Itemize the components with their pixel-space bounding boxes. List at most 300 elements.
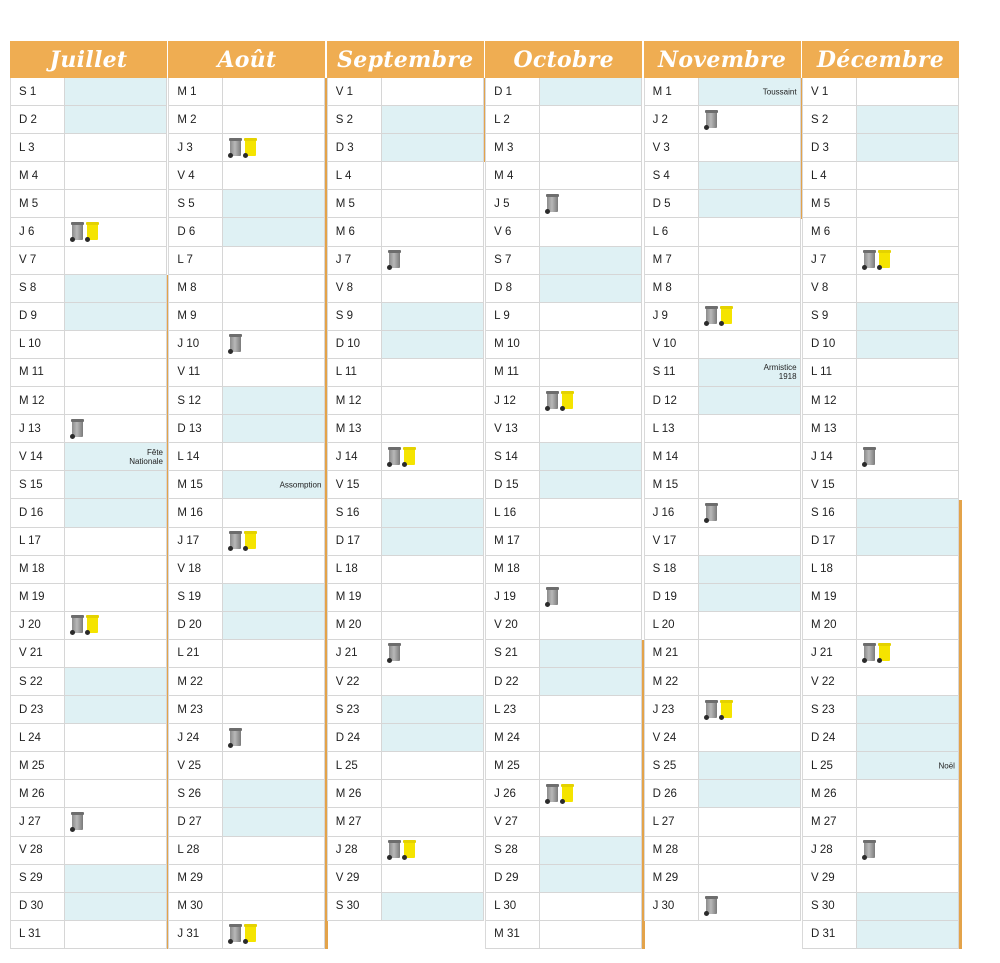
day-label: J 19 <box>486 584 540 611</box>
day-cell <box>223 218 324 245</box>
grey-bin-icon <box>705 503 718 523</box>
day-label: V 4 <box>169 162 223 189</box>
day-label: M 26 <box>803 780 857 807</box>
day-label: S 2 <box>328 106 382 133</box>
day-row <box>328 78 484 106</box>
day-row <box>803 612 959 640</box>
day-cell <box>857 106 958 133</box>
day-row <box>328 275 484 303</box>
day-label: S 21 <box>486 640 540 667</box>
day-row <box>169 331 325 359</box>
day-cell <box>540 443 641 470</box>
day-label: J 5 <box>486 190 540 217</box>
day-label: L 17 <box>11 528 65 555</box>
day-label: M 20 <box>803 612 857 639</box>
day-label: L 2 <box>486 106 540 133</box>
day-cell <box>857 303 958 330</box>
day-cell <box>382 275 483 302</box>
day-cell <box>857 190 958 217</box>
day-cell <box>699 275 800 302</box>
day-label: S 23 <box>803 696 857 723</box>
day-label: V 10 <box>645 331 699 358</box>
day-label: V 8 <box>803 275 857 302</box>
holiday-label: Noël <box>938 761 955 771</box>
day-row <box>328 780 484 808</box>
day-row <box>169 780 325 808</box>
day-cell <box>223 247 324 274</box>
day-cell <box>223 808 324 835</box>
day-cell <box>857 668 958 695</box>
day-cell <box>223 443 324 470</box>
day-cell <box>382 808 483 835</box>
day-cell <box>382 415 483 442</box>
day-row <box>803 837 959 865</box>
day-cell <box>857 218 958 245</box>
day-label: L 23 <box>486 696 540 723</box>
day-label: J 10 <box>169 331 223 358</box>
day-cell <box>223 556 324 583</box>
day-row <box>645 528 801 556</box>
day-label: S 1 <box>11 78 65 105</box>
day-row <box>645 865 801 893</box>
grey-bin-icon <box>71 222 84 242</box>
day-row <box>486 865 642 893</box>
day-label: J 20 <box>11 612 65 639</box>
day-label: M 6 <box>803 218 857 245</box>
day-label: V 11 <box>169 359 223 386</box>
grey-bin-icon <box>388 447 401 467</box>
day-label: D 5 <box>645 190 699 217</box>
day-label: S 16 <box>803 499 857 526</box>
day-cell <box>382 696 483 723</box>
day-label: J 28 <box>803 837 857 864</box>
day-cell <box>223 499 324 526</box>
day-cell <box>223 696 324 723</box>
day-cell <box>65 780 166 807</box>
day-cell <box>540 837 641 864</box>
day-label: J 23 <box>645 696 699 723</box>
day-label: M 11 <box>486 359 540 386</box>
day-label: M 8 <box>645 275 699 302</box>
day-row <box>328 218 484 246</box>
day-row <box>645 584 801 612</box>
day-row <box>486 303 642 331</box>
day-cell <box>699 134 800 161</box>
day-row <box>328 640 484 668</box>
day-cell <box>382 612 483 639</box>
day-row <box>486 106 642 134</box>
day-cell <box>223 106 324 133</box>
day-cell <box>699 584 800 611</box>
day-label: D 1 <box>486 78 540 105</box>
day-row <box>169 921 325 949</box>
day-label: M 12 <box>803 387 857 414</box>
day-label: M 22 <box>645 668 699 695</box>
day-list <box>10 78 167 949</box>
day-row <box>169 668 325 696</box>
day-cell <box>382 162 483 189</box>
day-row <box>328 190 484 218</box>
day-label: D 22 <box>486 668 540 695</box>
day-row <box>328 808 484 836</box>
day-row <box>645 724 801 752</box>
day-row <box>803 359 959 387</box>
day-label: J 12 <box>486 387 540 414</box>
collection-icons <box>388 840 416 860</box>
day-row <box>803 668 959 696</box>
day-row <box>486 780 642 808</box>
collection-icons <box>705 110 718 130</box>
day-row <box>486 275 642 303</box>
day-row <box>645 275 801 303</box>
day-label: L 21 <box>169 640 223 667</box>
day-row <box>486 808 642 836</box>
day-cell <box>65 865 166 892</box>
day-cell <box>223 134 324 161</box>
day-cell <box>65 359 166 386</box>
collection-icons <box>705 700 733 720</box>
day-row <box>803 134 959 162</box>
day-label: J 14 <box>803 443 857 470</box>
day-label: M 30 <box>169 893 223 920</box>
day-label: L 7 <box>169 247 223 274</box>
day-label: M 20 <box>328 612 382 639</box>
grey-bin-icon <box>71 812 84 832</box>
day-row <box>486 247 642 275</box>
day-cell <box>223 921 324 948</box>
day-label: S 2 <box>803 106 857 133</box>
day-label: V 14 <box>11 443 65 470</box>
day-cell <box>65 921 166 948</box>
day-cell <box>65 443 166 470</box>
day-label: V 22 <box>803 668 857 695</box>
day-cell <box>699 752 800 779</box>
day-row <box>169 275 325 303</box>
grey-bin-icon <box>705 306 718 326</box>
day-cell <box>699 415 800 442</box>
day-row <box>645 752 801 780</box>
day-row <box>486 162 642 190</box>
day-cell <box>223 78 324 105</box>
day-cell <box>699 668 800 695</box>
day-row <box>328 247 484 275</box>
collection-icons <box>229 334 242 354</box>
day-row <box>169 640 325 668</box>
day-label: M 4 <box>486 162 540 189</box>
day-row <box>11 134 167 162</box>
day-label: M 28 <box>645 837 699 864</box>
day-cell <box>699 303 800 330</box>
day-label: M 16 <box>169 499 223 526</box>
grey-bin-icon <box>705 896 718 916</box>
day-row <box>169 247 325 275</box>
day-row <box>328 106 484 134</box>
day-label: M 4 <box>11 162 65 189</box>
day-cell <box>857 584 958 611</box>
day-cell <box>65 162 166 189</box>
waste-collection-calendar <box>10 41 954 952</box>
day-label: M 5 <box>803 190 857 217</box>
day-row <box>328 415 484 443</box>
day-cell <box>382 359 483 386</box>
day-row <box>169 837 325 865</box>
day-cell <box>540 499 641 526</box>
day-cell <box>382 584 483 611</box>
day-row <box>11 218 167 246</box>
day-label: S 15 <box>11 471 65 498</box>
month-column <box>644 41 801 952</box>
day-row <box>486 359 642 387</box>
day-cell <box>65 837 166 864</box>
grey-bin-icon <box>546 194 559 214</box>
day-row <box>11 247 167 275</box>
grey-bin-icon <box>229 138 242 158</box>
day-label: L 6 <box>645 218 699 245</box>
day-row <box>645 162 801 190</box>
holiday-label: Toussaint <box>762 87 797 97</box>
grey-bin-icon <box>229 334 242 354</box>
day-row <box>328 387 484 415</box>
day-label: D 3 <box>803 134 857 161</box>
collection-icons <box>863 250 891 270</box>
day-row <box>169 162 325 190</box>
day-cell <box>699 556 800 583</box>
day-cell <box>699 106 800 133</box>
day-label: L 30 <box>486 893 540 920</box>
day-row <box>486 556 642 584</box>
day-row <box>11 640 167 668</box>
day-label: M 26 <box>328 780 382 807</box>
day-label: J 13 <box>11 415 65 442</box>
day-cell <box>65 78 166 105</box>
day-cell <box>857 275 958 302</box>
day-cell <box>65 752 166 779</box>
collection-icons <box>705 503 718 523</box>
collection-icons <box>546 587 559 607</box>
month-header: Novembre <box>644 41 801 78</box>
day-label: S 12 <box>169 387 223 414</box>
day-label: M 19 <box>11 584 65 611</box>
day-cell <box>857 78 958 105</box>
yellow-bin-icon <box>561 391 574 411</box>
day-label: M 12 <box>11 387 65 414</box>
day-cell <box>223 724 324 751</box>
day-label: M 21 <box>645 640 699 667</box>
day-row <box>169 359 325 387</box>
day-label: S 29 <box>11 865 65 892</box>
day-row <box>486 696 642 724</box>
day-label: J 14 <box>328 443 382 470</box>
day-label: M 23 <box>169 696 223 723</box>
day-cell <box>382 556 483 583</box>
collection-icons <box>863 643 891 663</box>
day-label: D 2 <box>11 106 65 133</box>
day-label: M 19 <box>328 584 382 611</box>
yellow-bin-icon <box>244 924 257 944</box>
day-row <box>328 724 484 752</box>
day-cell <box>857 893 958 920</box>
day-row <box>803 640 959 668</box>
day-label: D 27 <box>169 808 223 835</box>
day-cell <box>699 612 800 639</box>
day-label: S 9 <box>328 303 382 330</box>
day-cell <box>699 640 800 667</box>
collection-icons <box>229 728 242 748</box>
day-row <box>11 921 167 949</box>
day-label: V 22 <box>328 668 382 695</box>
collection-icons <box>546 391 574 411</box>
day-cell <box>223 331 324 358</box>
day-cell <box>699 190 800 217</box>
day-row <box>169 106 325 134</box>
day-label: V 8 <box>328 275 382 302</box>
day-row <box>803 218 959 246</box>
day-cell <box>699 247 800 274</box>
day-label: M 10 <box>486 331 540 358</box>
day-row <box>11 387 167 415</box>
day-row <box>11 331 167 359</box>
day-row <box>328 162 484 190</box>
yellow-bin-icon <box>720 306 733 326</box>
day-row <box>486 724 642 752</box>
day-row <box>803 921 959 949</box>
day-label: L 4 <box>328 162 382 189</box>
grey-bin-icon <box>388 250 401 270</box>
day-label: M 18 <box>486 556 540 583</box>
day-cell <box>223 528 324 555</box>
day-row <box>169 612 325 640</box>
day-row <box>645 808 801 836</box>
day-row <box>328 331 484 359</box>
day-row <box>803 499 959 527</box>
day-row <box>169 752 325 780</box>
month-header: Décembre <box>802 41 959 78</box>
day-label: S 22 <box>11 668 65 695</box>
day-cell <box>857 387 958 414</box>
day-label: S 18 <box>645 556 699 583</box>
day-cell <box>65 471 166 498</box>
day-cell <box>223 359 324 386</box>
day-cell <box>857 415 958 442</box>
day-label: J 31 <box>169 921 223 948</box>
day-row <box>486 218 642 246</box>
day-row <box>328 134 484 162</box>
day-cell <box>540 359 641 386</box>
day-row <box>645 106 801 134</box>
day-cell <box>382 106 483 133</box>
collection-icons <box>705 306 733 326</box>
day-label: V 7 <box>11 247 65 274</box>
collection-icons <box>705 896 718 916</box>
day-row <box>645 640 801 668</box>
day-list <box>644 78 801 921</box>
day-cell <box>857 162 958 189</box>
day-label: V 15 <box>803 471 857 498</box>
day-row <box>645 612 801 640</box>
day-row <box>11 443 167 471</box>
day-row <box>486 612 642 640</box>
grey-bin-icon <box>546 784 559 804</box>
day-label: D 15 <box>486 471 540 498</box>
month-column <box>168 41 325 952</box>
day-cell <box>382 499 483 526</box>
day-label: D 19 <box>645 584 699 611</box>
day-cell <box>540 106 641 133</box>
day-cell <box>540 471 641 498</box>
day-cell <box>382 471 483 498</box>
day-row <box>803 162 959 190</box>
day-label: V 21 <box>11 640 65 667</box>
day-label: M 13 <box>803 415 857 442</box>
day-cell <box>540 134 641 161</box>
grey-bin-icon <box>863 840 876 860</box>
day-row <box>803 387 959 415</box>
day-cell <box>65 696 166 723</box>
day-cell <box>857 921 958 948</box>
day-label: V 29 <box>803 865 857 892</box>
day-label: S 30 <box>328 893 382 920</box>
day-label: M 24 <box>486 724 540 751</box>
day-cell <box>540 331 641 358</box>
day-label: D 26 <box>645 780 699 807</box>
day-cell <box>223 471 324 498</box>
day-row <box>328 359 484 387</box>
day-cell <box>699 471 800 498</box>
day-label: M 19 <box>803 584 857 611</box>
day-row <box>645 837 801 865</box>
yellow-bin-icon <box>720 700 733 720</box>
day-row <box>11 668 167 696</box>
day-cell <box>223 893 324 920</box>
day-cell <box>540 190 641 217</box>
day-row <box>328 752 484 780</box>
day-row <box>486 837 642 865</box>
day-cell <box>540 780 641 807</box>
day-label: D 8 <box>486 275 540 302</box>
day-cell <box>540 640 641 667</box>
day-cell <box>382 893 483 920</box>
day-row <box>486 415 642 443</box>
day-row <box>486 331 642 359</box>
day-label: M 5 <box>11 190 65 217</box>
day-label: L 10 <box>11 331 65 358</box>
day-label: S 30 <box>803 893 857 920</box>
collection-icons <box>863 840 876 860</box>
day-row <box>11 808 167 836</box>
day-label: S 28 <box>486 837 540 864</box>
day-row <box>11 162 167 190</box>
day-cell <box>699 865 800 892</box>
day-cell <box>857 331 958 358</box>
day-row <box>803 696 959 724</box>
day-cell <box>540 218 641 245</box>
day-cell <box>540 893 641 920</box>
day-label: V 15 <box>328 471 382 498</box>
day-row <box>11 612 167 640</box>
day-cell <box>65 612 166 639</box>
day-cell <box>223 303 324 330</box>
month-column <box>802 41 959 952</box>
day-label: L 18 <box>328 556 382 583</box>
day-cell <box>223 640 324 667</box>
day-cell <box>223 584 324 611</box>
day-label: L 20 <box>645 612 699 639</box>
day-label: J 26 <box>486 780 540 807</box>
day-label: M 15 <box>645 471 699 498</box>
day-row <box>803 275 959 303</box>
yellow-bin-icon <box>561 784 574 804</box>
month-column <box>327 41 484 952</box>
